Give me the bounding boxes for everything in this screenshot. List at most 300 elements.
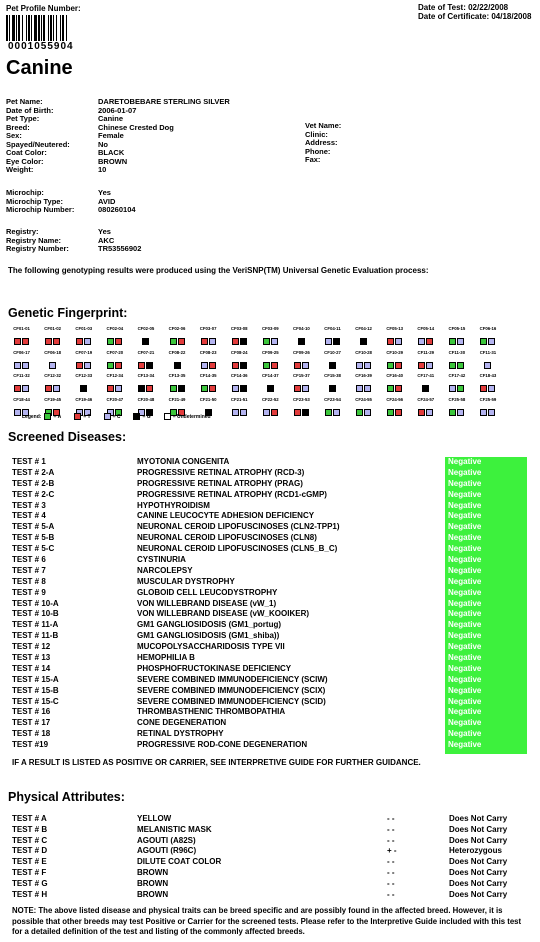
marker-label: CF05-15 — [448, 326, 466, 331]
marker-label: CF16-40 — [386, 373, 404, 378]
allele-square — [387, 362, 394, 369]
disease-result: Negative — [448, 500, 482, 510]
marker-cell — [441, 350, 472, 374]
marker-label: CF15-38 — [324, 373, 341, 378]
legend-label: = A — [53, 413, 62, 420]
marker-label: CF10-27 — [324, 349, 341, 355]
physical-row — [12, 890, 539, 901]
reg-row — [6, 245, 141, 254]
marker-alleles — [14, 362, 29, 369]
disease-row — [12, 675, 445, 686]
marker-alleles — [45, 338, 60, 345]
allele-square — [115, 362, 122, 369]
disease-name: NEURONAL CEROID LIPOFUSCINOSES (CLN5_B_C) — [137, 544, 338, 554]
disease-test-id: TEST # 4 — [12, 511, 46, 521]
allele-square — [142, 338, 149, 345]
allele-square — [170, 385, 177, 392]
disease-row — [12, 577, 445, 588]
allele-square — [302, 385, 309, 392]
allele-square — [76, 338, 83, 345]
marker-cell — [379, 350, 410, 374]
pet-row — [6, 166, 230, 175]
marker-cell — [99, 326, 130, 350]
marker-alleles — [232, 409, 247, 416]
marker-alleles — [325, 338, 340, 345]
disease-test-id: TEST # 1 — [12, 457, 46, 466]
marker-cell — [472, 373, 503, 397]
physical-genotype: - - — [387, 889, 395, 899]
disease-name: PHOSPHOFRUCTOKINASE DEFICIENCY — [137, 663, 292, 673]
pet-value: BLACK — [98, 148, 125, 157]
marker-cell — [379, 326, 410, 350]
allele-square — [449, 409, 456, 416]
genotyping-statement: The following genotyping results were produced using the VeriSNP(TM) Universal Genetic Evaluation process: — [8, 266, 429, 275]
allele-square — [418, 338, 425, 345]
allele-square — [240, 338, 247, 345]
disease-test-id: TEST # 18 — [12, 729, 51, 739]
marker-cell — [130, 373, 161, 397]
marker-alleles — [107, 362, 122, 369]
disease-test-id: TEST # 5-C — [12, 544, 55, 554]
marker-alleles — [45, 385, 60, 392]
disease-row — [12, 686, 445, 697]
disease-result: Negative — [448, 544, 482, 554]
physical-test-id: TEST # G — [12, 878, 48, 888]
pet-label: Breed: — [6, 122, 30, 132]
marker-label: CF23-53 — [293, 396, 310, 402]
marker-cell — [224, 326, 255, 350]
allele-square — [418, 362, 425, 369]
allele-square — [356, 362, 363, 369]
allele-square — [22, 338, 29, 345]
marker-label: CF06-16 — [479, 326, 497, 331]
marker-alleles — [480, 338, 495, 345]
allele-square — [325, 409, 332, 416]
marker-cell — [99, 373, 130, 397]
allele-square — [84, 362, 91, 369]
disease-name: MYOTONIA CONGENITA — [137, 457, 230, 466]
allele-square — [263, 338, 270, 345]
reg-value: AKC — [98, 235, 115, 245]
marker-alleles — [298, 338, 305, 345]
disease-result: Negative — [448, 598, 482, 608]
physical-genotype: + - — [387, 846, 397, 856]
pet-value: 2006-01-07 — [98, 105, 137, 115]
allele-square — [271, 362, 278, 369]
allele-square — [302, 362, 309, 369]
allele-square — [426, 409, 433, 416]
legend-item — [104, 413, 121, 420]
physical-genotype: - - — [387, 857, 395, 867]
marker-label: CF21-51 — [230, 396, 248, 402]
page-title: Canine — [6, 57, 73, 79]
disease-name: CANINE LEUCOCYTE ADHESION DEFICIENCY — [137, 511, 315, 521]
disease-name: PROGRESSIVE RETINAL ATROPHY (PRAG) — [137, 478, 303, 488]
pet-value: Chinese Crested Dog — [98, 122, 174, 132]
pet-value: No — [98, 139, 108, 149]
marker-label: CF04-12 — [355, 326, 372, 331]
disease-name: CYSTINURIA — [137, 555, 186, 565]
marker-label: CF20-47 — [106, 396, 124, 402]
date-of-test: Date of Test: 02/22/2008 — [418, 3, 509, 12]
marker-label: CF25-59 — [479, 396, 497, 402]
marker-alleles — [484, 362, 491, 369]
disease-test-id: TEST #19 — [12, 740, 49, 750]
allele-square — [138, 362, 145, 369]
disease-result: Negative — [448, 533, 482, 543]
fingerprint-title: Genetic Fingerprint: — [8, 306, 128, 320]
disease-row — [12, 501, 445, 512]
marker-label: CF02-04 — [106, 326, 124, 331]
disease-result: Negative — [448, 707, 482, 717]
marker-label: CF06-18 — [44, 349, 61, 355]
marker-alleles — [360, 338, 367, 345]
marker-cell — [255, 373, 286, 397]
marker-alleles — [170, 385, 185, 392]
marker-cell — [410, 326, 441, 350]
allele-square — [53, 338, 60, 345]
allele-square — [395, 385, 402, 392]
allele-square — [22, 362, 29, 369]
physical-row — [12, 879, 539, 890]
footer-note: NOTE: The above listed disease and physical traits can be breed specific and are possibly found in the affected breed. However, it is possible that other breeds may test Positive or Carrier for the screened tests. Please refer to the Interpretive Guide included with this test for a detailed definition of the test and listing of the commonly affected breeds. — [12, 906, 522, 936]
allele-square — [271, 338, 278, 345]
marker-cell — [286, 350, 317, 374]
legend-title: Legend: — [22, 413, 42, 420]
marker-cell — [37, 350, 68, 374]
pet-label: Pet Type: — [6, 114, 40, 123]
disease-row — [12, 566, 445, 577]
marker-label: CF14-35 — [199, 373, 217, 378]
allele-square — [457, 362, 464, 369]
disease-row — [12, 511, 445, 522]
allele-square — [294, 385, 301, 392]
chip-row — [6, 206, 136, 215]
marker-cell — [441, 326, 472, 350]
allele-square — [364, 362, 371, 369]
disease-test-id: TEST # 6 — [12, 555, 46, 565]
chip-label: Microchip Type: — [6, 196, 63, 206]
allele-square — [115, 385, 122, 392]
vet-label: Address: — [305, 138, 338, 147]
allele-square — [418, 409, 425, 416]
disease-row — [12, 740, 445, 751]
registry-info-block — [6, 228, 141, 254]
marker-alleles — [80, 385, 87, 392]
disease-test-id: TEST # 2-B — [12, 478, 55, 488]
legend-swatch — [164, 413, 171, 420]
allele-square — [329, 385, 336, 392]
physical-trait: BROWN — [137, 889, 169, 899]
reg-label: Registry Number: — [6, 244, 69, 253]
physical-attributes-title: Physical Attributes: — [8, 790, 125, 804]
marker-cell — [410, 350, 441, 374]
marker-cell — [286, 397, 317, 421]
marker-alleles — [356, 409, 371, 416]
disease-result: Negative — [448, 685, 482, 695]
marker-cell — [255, 326, 286, 350]
disease-result: Negative — [448, 489, 482, 499]
pet-label: Pet Name: — [6, 97, 43, 106]
disease-result: Negative — [448, 729, 482, 739]
legend-label: = Undetermined — [172, 413, 211, 420]
marker-cell — [348, 373, 379, 397]
marker-alleles — [170, 338, 185, 345]
allele-square — [80, 385, 87, 392]
vet-label: Clinic: — [305, 129, 328, 139]
marker-alleles — [449, 409, 464, 416]
marker-label: CF01-01 — [13, 326, 30, 331]
allele-square — [22, 385, 29, 392]
marker-alleles — [14, 385, 29, 392]
marker-label: CF19-45 — [44, 396, 61, 402]
marker-alleles — [201, 338, 216, 345]
allele-square — [267, 385, 274, 392]
disease-name: NARCOLEPSY — [137, 565, 193, 575]
disease-row — [12, 479, 445, 490]
disease-test-id: TEST # 10-B — [12, 609, 59, 619]
marker-alleles — [263, 409, 278, 416]
marker-label: CF09-26 — [293, 349, 310, 355]
marker-label: CF04-10 — [293, 326, 310, 331]
marker-alleles — [138, 385, 153, 392]
allele-square — [480, 385, 487, 392]
marker-cell — [99, 350, 130, 374]
marker-cell — [193, 350, 224, 374]
reg-label: Registry Name: — [6, 235, 62, 245]
physical-row — [12, 814, 539, 825]
marker-cell — [441, 373, 472, 397]
marker-alleles — [356, 385, 371, 392]
allele-square — [333, 338, 340, 345]
disease-test-id: TEST # 15-B — [12, 685, 59, 695]
allele-square — [76, 362, 83, 369]
marker-alleles — [138, 362, 153, 369]
marker-label: CF17-42 — [448, 373, 466, 378]
marker-label: CF15-37 — [293, 373, 310, 378]
allele-square — [174, 362, 181, 369]
marker-cell — [348, 326, 379, 350]
marker-cell — [161, 350, 192, 374]
marker-label: CF24-55 — [355, 396, 372, 402]
allele-square — [449, 338, 456, 345]
disease-row — [12, 522, 445, 533]
marker-label: CF08-24 — [230, 349, 248, 355]
physical-row — [12, 857, 539, 868]
marker-cell — [348, 350, 379, 374]
disease-name: NEURONAL CEROID LIPOFUSCINOSES (CLN2-TPP1) — [137, 522, 340, 532]
disease-result: Negative — [448, 718, 482, 728]
marker-alleles — [14, 338, 29, 345]
marker-label: CF11-32 — [13, 373, 30, 378]
disease-result: Negative — [448, 511, 482, 521]
disease-result: Negative — [448, 587, 482, 597]
allele-square — [14, 362, 21, 369]
fingerprint-row — [6, 350, 536, 374]
disease-test-id: TEST # 8 — [12, 576, 46, 586]
legend-swatch — [104, 413, 111, 420]
marker-label: CF03-09 — [261, 326, 279, 331]
disease-name: PROGRESSIVE RETINAL ATROPHY (RCD-3) — [137, 467, 305, 477]
allele-square — [457, 338, 464, 345]
marker-alleles — [449, 338, 464, 345]
marker-label: CF23-54 — [324, 396, 341, 402]
disease-row — [12, 457, 445, 468]
allele-square — [488, 409, 495, 416]
marker-alleles — [107, 338, 122, 345]
marker-label: CF13-35 — [168, 373, 186, 378]
allele-square — [45, 385, 52, 392]
marker-label: CF19-46 — [75, 396, 93, 402]
marker-label: CF24-56 — [386, 396, 404, 402]
disease-result: Negative — [448, 565, 482, 575]
physical-genotype: - - — [387, 835, 395, 845]
marker-alleles — [329, 385, 336, 392]
disease-row — [12, 729, 445, 740]
marker-label: CF18-43 — [479, 373, 497, 378]
disease-row — [12, 697, 445, 708]
disease-result: Negative — [448, 674, 482, 684]
marker-alleles — [76, 338, 91, 345]
disease-result: Negative — [448, 740, 482, 750]
marker-label: CF11-30 — [448, 349, 466, 355]
allele-square — [45, 338, 52, 345]
marker-alleles — [387, 338, 402, 345]
vet-label: Phone: — [305, 146, 331, 156]
chip-label: Microchip Number: — [6, 205, 75, 214]
disease-name: NEURONAL CEROID LIPOFUSCINOSES (CLN8) — [137, 533, 317, 543]
allele-square — [263, 362, 270, 369]
disease-row — [12, 599, 445, 610]
marker-label: CF11-31 — [479, 349, 497, 355]
marker-cell — [410, 397, 441, 421]
disease-test-id: TEST # 5-A — [12, 522, 55, 532]
marker-cell — [193, 373, 224, 397]
allele-square — [488, 385, 495, 392]
results-column — [445, 457, 527, 754]
marker-cell — [193, 326, 224, 350]
allele-square — [488, 338, 495, 345]
reg-value: TR53556902 — [98, 244, 142, 253]
physical-row — [12, 846, 539, 857]
disease-test-id: TEST # 10-A — [12, 598, 59, 608]
marker-alleles — [294, 362, 309, 369]
disease-result: Negative — [448, 631, 482, 641]
pet-value: Female — [98, 131, 124, 140]
disease-row — [12, 555, 445, 566]
marker-cell — [472, 397, 503, 421]
disease-result: Negative — [448, 620, 482, 630]
marker-label: CF05-14 — [417, 326, 435, 331]
allele-square — [107, 362, 114, 369]
physical-test-id: TEST # H — [12, 889, 48, 899]
disease-name: PROGRESSIVE ROD-CONE DEGENERATION — [137, 740, 308, 750]
allele-square — [232, 338, 239, 345]
marker-cell — [472, 350, 503, 374]
marker-cell — [161, 373, 192, 397]
vet-label: Fax: — [305, 155, 321, 164]
physical-row — [12, 825, 539, 836]
marker-alleles — [356, 362, 371, 369]
allele-square — [107, 338, 114, 345]
marker-label: CF07-20 — [106, 349, 124, 355]
marker-label: CF08-23 — [199, 349, 217, 355]
allele-square — [240, 385, 247, 392]
marker-cell — [379, 373, 410, 397]
barcode-image — [6, 15, 82, 41]
disease-name: SEVERE COMBINED IMMUNODEFICIENCY (SCIX) — [137, 685, 326, 695]
fingerprint-grid — [6, 326, 536, 420]
marker-label: CF12-33 — [75, 373, 93, 378]
physical-genotype: - - — [387, 878, 395, 888]
disease-row — [12, 631, 445, 642]
marker-label: CF05-13 — [386, 326, 404, 331]
disease-row — [12, 642, 445, 653]
marker-label: CF21-50 — [199, 396, 217, 402]
allele-square — [209, 385, 216, 392]
physical-genotype: - - — [387, 867, 395, 877]
allele-square — [201, 362, 208, 369]
allele-square — [14, 409, 21, 416]
allele-square — [395, 409, 402, 416]
pet-value: DARETOBEBARE STERLING SILVER — [98, 97, 230, 106]
marker-alleles — [418, 362, 433, 369]
physical-result: Does Not Carry — [449, 867, 508, 877]
physical-trait: DILUTE COAT COLOR — [137, 857, 222, 867]
disease-name: HEMOPHILIA B — [137, 653, 195, 663]
physical-row — [12, 868, 539, 879]
disease-test-id: TEST # 7 — [12, 565, 46, 575]
marker-alleles — [329, 362, 336, 369]
disease-name: MUCOPOLYSACCHARIDOSIS TYPE VII — [137, 642, 285, 652]
pet-label: Weight: — [6, 165, 34, 174]
physical-result: Does Not Carry — [449, 814, 508, 823]
marker-cell — [6, 373, 37, 397]
physical-trait: BROWN — [137, 867, 169, 877]
allele-square — [14, 338, 21, 345]
vet-label: Vet Name: — [305, 121, 342, 130]
allele-square — [263, 409, 270, 416]
microchip-info-block — [6, 189, 136, 215]
marker-alleles — [387, 385, 402, 392]
disease-row — [12, 490, 445, 501]
marker-cell — [130, 326, 161, 350]
marker-cell — [348, 397, 379, 421]
marker-alleles — [107, 385, 122, 392]
allele-square — [232, 385, 239, 392]
physical-trait: MELANISTIC MASK — [137, 824, 212, 834]
marker-cell — [410, 373, 441, 397]
allele-square — [146, 385, 153, 392]
disease-test-id: TEST # 16 — [12, 707, 51, 717]
marker-label: CF18-44 — [13, 396, 30, 402]
disease-name: GM1 GANGLIOSIDOSIS (GM1_shiba)) — [137, 631, 280, 641]
chip-label: Microchip: — [6, 188, 44, 197]
disease-test-id: TEST # 2-A — [12, 467, 55, 477]
physical-test-id: TEST # D — [12, 846, 48, 856]
marker-label: CF07-19 — [75, 349, 93, 355]
allele-square — [49, 362, 56, 369]
marker-cell — [6, 326, 37, 350]
marker-label: CF08-22 — [168, 349, 186, 355]
marker-cell — [37, 373, 68, 397]
disease-row — [12, 718, 445, 729]
marker-label: CF16-39 — [355, 373, 372, 378]
allele-square — [271, 409, 278, 416]
marker-cell — [224, 373, 255, 397]
pet-value: BROWN — [98, 156, 128, 166]
marker-cell — [161, 326, 192, 350]
